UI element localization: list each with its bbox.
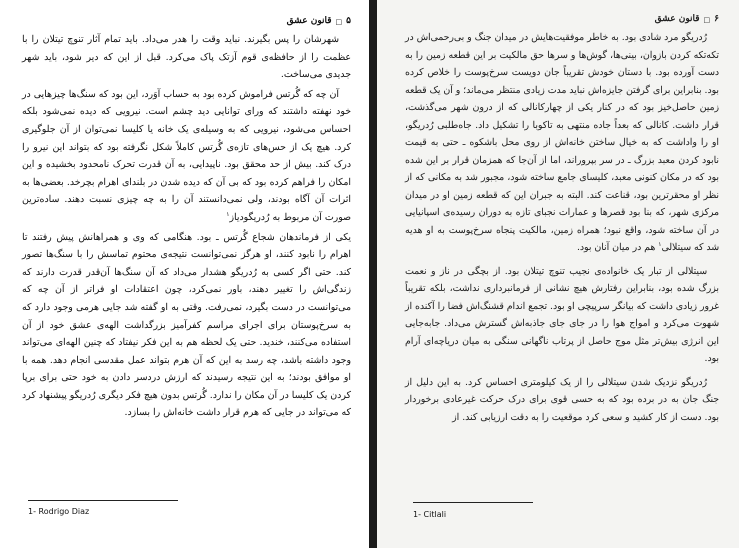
running-head [22,14,351,28]
running-head [405,12,719,26]
paragraph: شهرشان را پس بگیرند. نباید وقت را هدر می‌داد. باید تمام آثار تنوچ تیتلان را با عظمت را از حافظه‌ی قوم آزتک پاک می‌کرد. قبل از این که دیر شود، باید شهر جدیدی می‌ساخت. [22,34,351,81]
body-text [405,29,719,426]
footnote: 1- Rodrigo Diaz [28,507,90,516]
paragraph: رُدریگو نزدیک شدن سیتلالی را از یک کیلومتری احساس کرد. به این دلیل از جنگ جان به در برده بود که به حسی قوی برای درک حرکت غیرعادی برخوردار بود. دست از کار کشید و سعی کرد موقعیت را به دقت ارزیابی کند. از [405,376,719,423]
paragraph: رُدریگو مرد شادی بود. به خاطر موفقیت‌هایش در میدان جنگ و بی‌رحمی‌اش در تکه‌تکه کردن بازوان، بینی‌ها، گوش‌ها و سرها حق مالکیت بر این قطعه زمین را به دست آورده بود. با دستان خودش تقریباً جان دویست سرخ‌پوست را خلاص کرده بود. بنابراین برای گرفتن جایزه‌اش نباید مدت زیادی منتظر می‌ماند؛ و آن یک قطعه زمین حاصل‌خیز بود که در کنار یکی از چهارکانالی که از درون شهر می‌گذشت، قرار داشت. کانالی که بعداً جاده منتهی به تاکوبا را تشکیل داد. جاه‌طلبی رُدریگو، او را واداشت که به خیال ساختن خانه‌اش از روی محل باشکوه ـ حتی به قیمت نابود کردن معبد بزرگ ـ در سر بپروراند، اما از آن‌جا که همزمان قرار بر این شده بود که در مکان کنونی معبد، کلیسای جامع ساخته شود، مجبور شد به مکانی که از نظر او محقرترین بود، قناعت کند. البته به جبران این که قطعه زمین او در میدان مرکزی شهر، که بنا بود قصرها و عمارات نجبای تازه به دوران رسیده‌ی اسپانیایی در آن ساخته شود، واقع نبود؛ همراه زمین، مالکیت پنجاه سرخ‌پوست به او هدیه شد که سیتلالی$^۱$ هم در میان آنان بود. [405,32,719,253]
paragraph: آن چه که گُرتس فراموش کرده بود به حساب آوَرد، این بود که سنگ‌ها چیزهایی در خود نهفته داشتند که ورای توانایی دید چشم است. نیرویی که دیده نمی‌شود بلکه احساس می‌شود، نیرویی که به وسیله‌ی یک خانه یا کلیسا نمی‌توان از آن جلوگیری کرد. هیچ یک از حس‌های تازه‌ی گُرتس کاملاً شکل نگرفته بود که بتواند این نیرو را درک کند. بیش از حد محقق بود. ناپیدایی، به آن قدرت تحرک نامحدود بخشیده و این امکان را فراهم کرده بود که بی آن که دیده شدن در بلندای اهرام بچرخد. بعضی‌ها به اثرات آن آگاه بودند، ولی نمی‌دانستند آن را به چه چیزی نسبت دهند. ساده‌ترین صورت آن مربوط به رُدریگودیاز$^۱$ [22,88,351,223]
footnote: 1- Citlali [413,510,447,519]
paragraph: سیتلالی از تبار یک خانواده‌ی نجیب تنوچ تیتلان بود. از بچگی در ناز و نعمت بزرگ شده بود، بنابراین رفتارش هیچ نشانی از فرمانبرداری نداشت، بلکه تقریباً غرور زیادی داشت که بیانگر سرپیچی او بود. تجمع اندام قشنگ‌اش فضا را آکنده از شهوت می‌کرد و امواج هوا را در جای جای جاذبه‌اش گسترش می‌داد. جابه‌جایی این انرژی بیش‌تر مثل موج حاصل از پرتاب ناگهانی سنگی به میان دریاچه‌ای آرام بود. [405,265,719,364]
square-ornament-icon: □ [335,16,343,26]
running-head-title: قانون عشق [654,14,700,24]
page-number: ۵ [346,16,351,26]
paragraph: یکی از فرماندهان شجاع گُرتس ـ بود. هنگامی که وی و همراهانش پیش رفتند تا اهرام را نابود کنند، او هرگز نمی‌توانست نتیجه‌ی محتوم تماسش را با سنگ‌ها تصور کند. حتی اگر کسی به رُدریگو هشدار می‌داد که آن سنگ‌ها آن‌قدر قدرت دارند که زندگی‌اش را تغییر دهند، باور نمی‌کرد، چون اعتقادات او فراتر از آن چه که می‌توانست در دست بگیرد، نمی‌رفت. وقتی به او گفته شد جایی هرمی وجود دارد که به سرخ‌پوستان برای اجرای مراسم کفرآمیز بزرگداشت الهه‌ی عشق خود از آن استفاده می‌کنند، خندید. حتی یک لحظه هم به این فکر نیفتاد که چنین الهه‌ای می‌تواند وجود داشته باشد، چه رسد به این که آن هرم بتواند عمل مقدسی انجام دهد. همه با او موافق بودند؛ به این نتیجه رسیدند که ارزش دردسر دادن به خود حتی برای برپا کردن یک کلیسا در آن مکان را ندارد. گُرتس بدون هیچ فکر دیگری رُدریگو پیشنهاد کرد که می‌تواند در جایی که هرم قرار داشت خانه‌اش را بسازد. [21,231,351,419]
left-page [0,0,369,548]
right-page [377,0,739,548]
body-text [22,31,351,422]
book-gutter [369,0,377,548]
footnote-marker: ۱ [226,210,230,218]
footnote-divider [28,500,178,501]
footnote-divider [413,502,533,503]
page-number: ۶ [714,14,719,24]
square-ornament-icon: □ [703,14,711,24]
running-head-title: قانون عشق [286,16,332,26]
footnote-marker: ۱ [658,240,662,248]
